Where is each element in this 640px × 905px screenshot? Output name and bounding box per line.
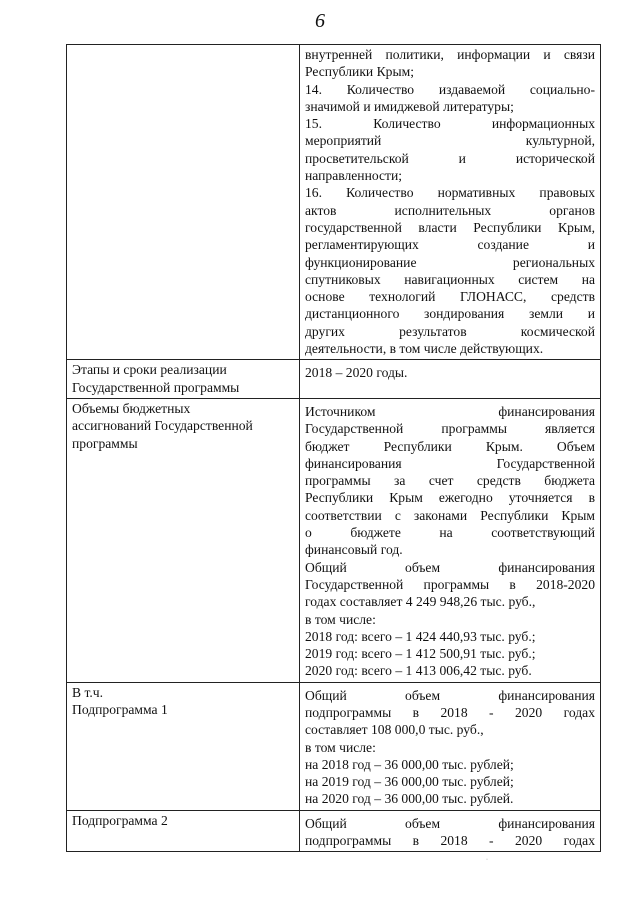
- value-line: актов исполнительных органов: [305, 202, 595, 218]
- value-line: государственной власти Республики Крым,: [305, 219, 595, 235]
- page-number: 6: [315, 10, 325, 32]
- value-line: подпрограммы в 2018 - 2020 годах: [305, 833, 595, 849]
- passport-row: [67, 398, 601, 682]
- value-line: других результатов космической: [305, 323, 595, 339]
- passport-table-body: [67, 45, 601, 852]
- value-line: 2019 год: всего – 1 412 500,91 тыс. руб.;: [305, 646, 536, 662]
- value-line: финансирования Государственной: [305, 455, 595, 471]
- program-passport-table: [66, 44, 601, 852]
- value-line: Общий объем финансирования: [305, 559, 595, 575]
- passport-row-value: [300, 682, 601, 810]
- value-line: 2018 год: всего – 1 424 440,93 тыс. руб.;: [305, 628, 536, 644]
- value-line: Общий объем финансирования: [305, 815, 595, 831]
- scan-dot: ·: [486, 857, 488, 863]
- label-line: Этапы и сроки реализации: [72, 362, 227, 378]
- value-line: 14. Количество издаваемой социально-: [305, 81, 595, 97]
- label-line: Государственной программы: [72, 379, 240, 395]
- value-line: направленности;: [305, 168, 403, 184]
- value-line: регламентирующих создание и: [305, 237, 595, 253]
- label-line: Подпрограмма 1: [72, 701, 168, 717]
- value-line: в том числе:: [305, 611, 376, 627]
- value-line: Государственной программы является: [305, 421, 595, 437]
- passport-row-value: [300, 398, 601, 682]
- value-line: программы за счет средств бюджета: [305, 473, 595, 489]
- value-line: мероприятий культурной,: [305, 133, 595, 149]
- label-line: ассигнований Государственной: [72, 418, 253, 434]
- value-line: внутренней политики, информации и связи: [305, 47, 595, 62]
- label-line: Подпрограмма 2: [72, 812, 168, 828]
- value-line: Источником финансирования: [305, 403, 595, 419]
- label-line: Объемы бюджетных: [72, 400, 191, 416]
- value-line: на 2018 год – 36 000,00 тыс. рублей;: [305, 756, 514, 772]
- value-line: на 2019 год – 36 000,00 тыс. рублей;: [305, 774, 514, 790]
- value-line: Республики Крым ежегодно уточняется в: [305, 490, 595, 506]
- value-line: годах составляет 4 249 948,26 тыс. руб.,: [305, 594, 536, 610]
- value-line: функционирование региональных: [305, 254, 595, 270]
- value-line: просветительской и исторической: [305, 150, 595, 166]
- passport-row-label: [67, 810, 300, 852]
- passport-row-value: [300, 360, 601, 399]
- value-line: составляет 108 000,0 тыс. руб.,: [305, 722, 484, 738]
- value-line: деятельности, в том числе действующих.: [305, 341, 544, 357]
- passport-row-label: [67, 45, 300, 360]
- passport-row: [67, 360, 601, 399]
- value-line: 16. Количество нормативных правовых: [305, 185, 595, 201]
- label-line: В т.ч.: [72, 684, 104, 700]
- value-line: Республики Крым;: [305, 64, 414, 80]
- passport-row: [67, 45, 601, 360]
- value-line: 2020 год: всего – 1 413 006,42 тыс. руб.: [305, 663, 532, 679]
- value-line: финансовый год.: [305, 542, 403, 558]
- passport-row-value: [300, 810, 601, 852]
- value-line: дистанционного зондирования земли и: [305, 306, 595, 322]
- value-line: 15. Количество информационных: [305, 116, 595, 132]
- value-line: основе технологий ГЛОНАСС, средств: [305, 289, 595, 305]
- value-line: о бюджете на соответствующий: [305, 525, 595, 541]
- value-line: в том числе:: [305, 739, 376, 755]
- value-line: спутниковых навигационных систем на: [305, 271, 595, 287]
- passport-row: [67, 682, 601, 810]
- value-line: значимой и имиджевой литературы;: [305, 98, 514, 114]
- passport-row-label: [67, 398, 300, 682]
- value-line: 2018 – 2020 годы.: [305, 365, 408, 381]
- value-line: Общий объем финансирования: [305, 687, 595, 703]
- value-line: на 2020 год – 36 000,00 тыс. рублей.: [305, 791, 514, 807]
- value-line: соответствии с законами Республики Крым: [305, 507, 595, 523]
- value-line: подпрограммы в 2018 - 2020 годах: [305, 704, 595, 720]
- value-line: бюджет Республики Крым. Объем: [305, 438, 595, 454]
- value-line: Государственной программы в 2018-2020: [305, 576, 595, 592]
- label-line: программы: [72, 435, 138, 451]
- passport-row-label: [67, 360, 300, 399]
- passport-row-value: [300, 45, 601, 360]
- passport-row-label: [67, 682, 300, 810]
- passport-row: [67, 810, 601, 852]
